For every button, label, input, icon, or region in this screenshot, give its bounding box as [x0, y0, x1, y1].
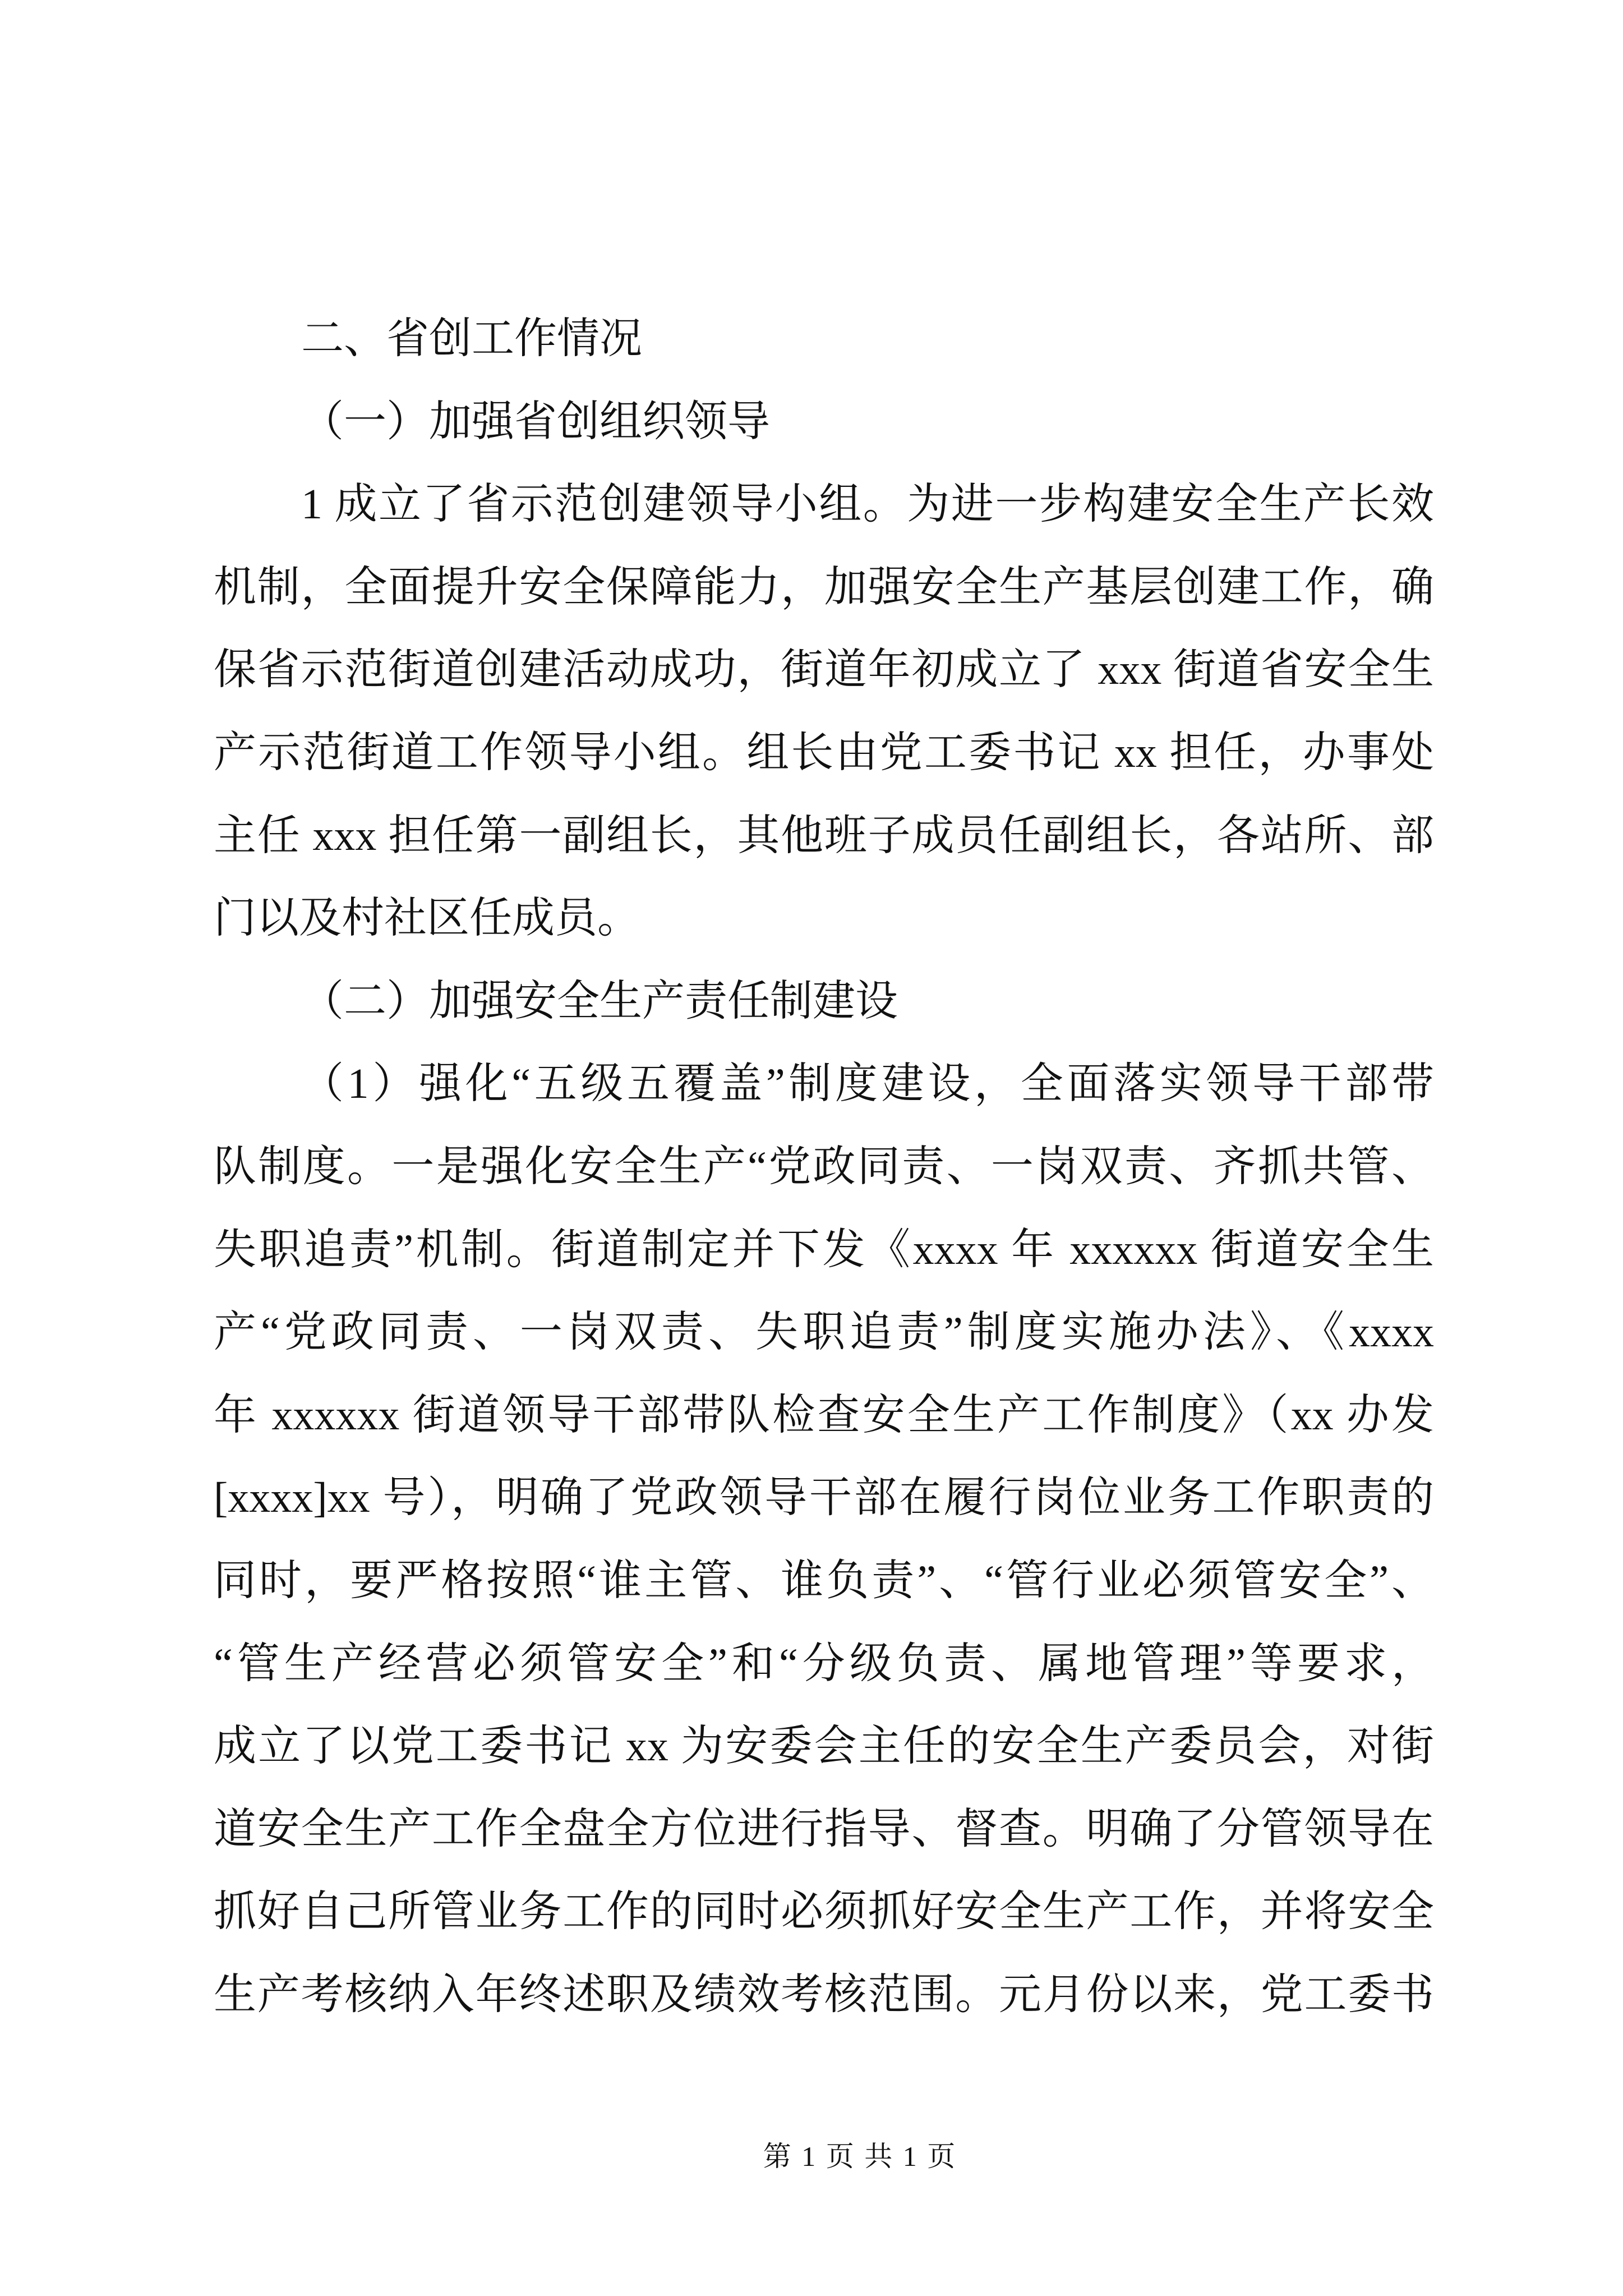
- paragraph-line: “管生产经营必须管安全”和“分级负责、属地管理”等要求，: [214, 1640, 1434, 1687]
- paragraph-line: （1）强化“五级五覆盖”制度建设，全面落实领导干部带: [301, 1060, 1434, 1108]
- document-body: [214, 298, 1434, 2036]
- paragraph-line: 失职追责”机制。街道制定并下发《xxxx 年 xxxxxx 街道安全生: [214, 1226, 1434, 1273]
- paragraph-line: 机制，全面提升安全保障能力，加强安全生产基层创建工作，确: [214, 563, 1434, 611]
- paragraph-line: 产“党政同责、一岗双责、失职追责”制度实施办法》、《xxxx: [214, 1309, 1434, 1356]
- paragraph-line: 同时，要严格按照“谁主管、谁负责”、“管行业必须管安全”、: [214, 1557, 1434, 1604]
- paragraph-line: 门以及村社区任成员。: [214, 895, 640, 942]
- section-heading: 二、省创工作情况: [301, 315, 642, 362]
- paragraph-line: 道安全生产工作全盘全方位进行指导、督查。明确了分管领导在: [214, 1805, 1434, 1853]
- paragraph-line: 1 成立了省示范创建领导小组。为进一步构建安全生产长效: [301, 481, 1434, 528]
- paragraph-line: 队制度。一是强化安全生产“党政同责、一岗双责、齐抓共管、: [214, 1143, 1434, 1190]
- paragraph-line: 成立了以党工委书记 xx 为安委会主任的安全生产委员会，对街: [214, 1723, 1434, 1770]
- paragraph-line: [xxxx]xx 号），明确了党政领导干部在履行岗位业务工作职责的: [214, 1474, 1434, 1522]
- subsection-title: （一）加强省创组织领导: [301, 398, 770, 445]
- subsection-title: （二）加强安全生产责任制建设: [301, 977, 898, 1025]
- paragraph-line: 保省示范街道创建活动成功，街道年初成立了 xxx 街道省安全生: [214, 646, 1434, 694]
- paragraph-line: 年 xxxxxx 街道领导干部带队检查安全生产工作制度》（xx 办发: [214, 1391, 1434, 1439]
- paragraph-line: 产示范街道工作领导小组。组长由党工委书记 xx 担任，办事处: [214, 729, 1434, 776]
- paragraph-line: 生产考核纳入年终述职及绩效考核范围。元月份以来，党工委书: [214, 1971, 1434, 2018]
- paragraph-line: 抓好自己所管业务工作的同时必须抓好安全生产工作，并将安全: [214, 1888, 1434, 1936]
- paragraph-line: 主任 xxx 担任第一副组长，其他班子成员任副组长，各站所、部: [214, 812, 1434, 859]
- page-number-footer: 第 1 页 共 1 页: [763, 2141, 956, 2172]
